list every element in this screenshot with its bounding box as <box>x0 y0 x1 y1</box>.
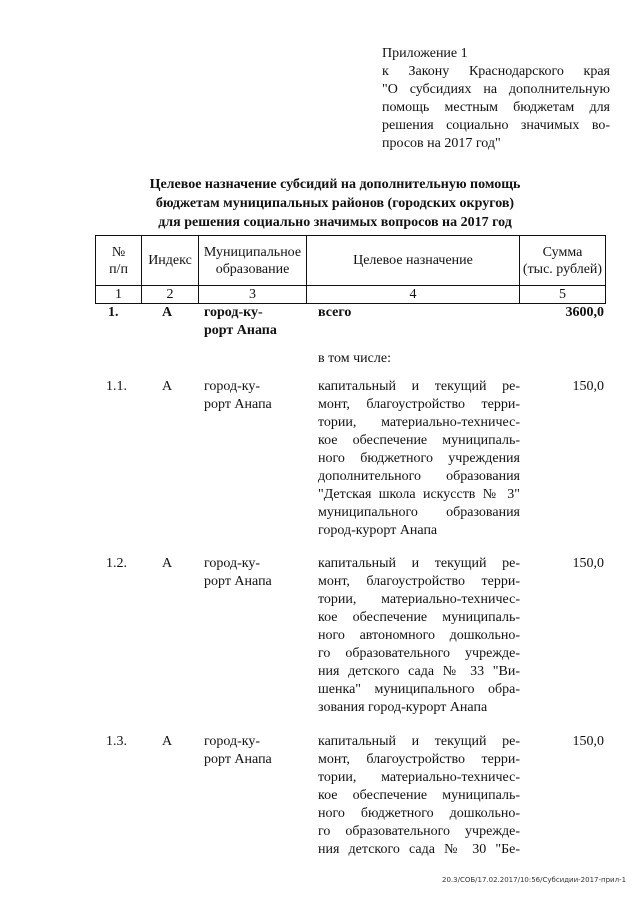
purpose-line: "Детская школа искусств № 3" <box>318 487 520 502</box>
appendix-line: просов на 2017 год" <box>382 136 501 151</box>
column-number: 5 <box>520 286 606 304</box>
purpose-line: капитальный и текущий ре- <box>318 556 520 571</box>
purpose-line: ния детского сада № 30 "Бе- <box>318 842 520 857</box>
municipality-line: город-ку- <box>204 734 261 749</box>
row-sum: 150,0 <box>572 734 604 749</box>
row-purpose <box>318 555 520 717</box>
municipality-line: город-ку- <box>204 379 261 394</box>
purpose-line: капитальный и текущий ре- <box>318 379 520 394</box>
appendix-line: решения социально значимых во- <box>382 118 610 133</box>
header-sum-line1: Сумма <box>542 244 583 260</box>
row-number: 1.2. <box>106 556 127 571</box>
municipality-line: город-ку- <box>204 556 261 571</box>
row-purpose <box>318 378 520 540</box>
purpose-line: шенка" муниципального обра- <box>318 682 520 697</box>
purpose-line: кое обеспечение муниципаль- <box>318 433 520 448</box>
header-purpose: Целевое назначение <box>307 236 520 286</box>
row-municipality <box>204 555 304 591</box>
including-label: в том числе: <box>318 351 391 366</box>
document-title <box>100 175 570 232</box>
row-sum: 150,0 <box>572 556 604 571</box>
table-header <box>95 235 606 304</box>
header-sum <box>520 236 606 286</box>
row-index: А <box>162 379 173 394</box>
purpose-line: тории, материально-техничес- <box>318 592 520 607</box>
header-num <box>96 236 142 286</box>
header-municipality-line1: Муниципальное <box>203 244 302 260</box>
appendix-note <box>382 45 610 153</box>
purpose-line: ния детского сада № 33 "Ви- <box>318 664 520 679</box>
column-number: 4 <box>307 286 520 304</box>
title-line: для решения социально значимых вопросов на 2017 год <box>158 215 512 230</box>
purpose-line: ного автономного дошкольно- <box>318 628 520 643</box>
header-sum-line2: (тыс. рублей) <box>522 261 603 277</box>
municipality-line: город-ку- <box>204 305 263 320</box>
purpose-line: ного бюджетного дошкольно- <box>318 806 520 821</box>
header-municipality <box>199 236 307 286</box>
purpose-line: монт, благоустройство терри- <box>318 397 520 412</box>
column-number: 1 <box>96 286 142 304</box>
row-purpose <box>318 733 520 859</box>
header-municipality-line2: образование <box>215 261 290 277</box>
appendix-line: помощь местным бюджетам для <box>382 100 610 115</box>
municipality-line: рорт Анапа <box>204 323 277 338</box>
row-index: А <box>162 556 173 571</box>
purpose-line: дополнительного образования <box>318 469 520 484</box>
appendix-line: к Закону Краснодарского края <box>382 64 610 79</box>
municipality-line: рорт Анапа <box>204 574 272 589</box>
municipality-line: рорт Анапа <box>204 752 272 767</box>
purpose-line: го образовательного учрежде- <box>318 824 520 839</box>
purpose-line: го образовательного учрежде- <box>318 646 520 661</box>
municipality-line: рорт Анапа <box>204 397 272 412</box>
title-line: бюджетам муниципальных районов (городских округов) <box>155 196 515 211</box>
row-sum: 150,0 <box>572 379 604 394</box>
purpose-line: кое обеспечение муниципаль- <box>318 788 520 803</box>
row-sum: 3600,0 <box>565 305 604 320</box>
purpose-line: монт, благоустройство терри- <box>318 752 520 767</box>
header-num-line2: п/п <box>109 261 128 277</box>
purpose-line: капитальный и текущий ре- <box>318 734 520 749</box>
column-number: 3 <box>199 286 307 304</box>
purpose-line: тории, материально-техничес- <box>318 770 520 785</box>
row-number: 1.3. <box>106 734 127 749</box>
purpose-line: монт, благоустройство терри- <box>318 574 520 589</box>
row-municipality <box>204 378 304 414</box>
row-index: А <box>162 734 173 749</box>
title-line: Целевое назначение субсидий на дополнительную помощь <box>149 177 521 192</box>
appendix-line: "О субсидиях на дополнительную <box>382 82 610 97</box>
purpose-line: муниципального образования <box>318 505 520 520</box>
row-purpose: всего <box>318 305 352 320</box>
column-number: 2 <box>142 286 199 304</box>
purpose-line: тории, материально-техничес- <box>318 415 520 430</box>
purpose-line: кое обеспечение муниципаль- <box>318 610 520 625</box>
row-municipality <box>204 304 304 340</box>
row-municipality <box>204 733 304 769</box>
purpose-line: город-курорт Анапа <box>318 523 438 538</box>
header-num-line1: № <box>111 244 126 260</box>
row-number: 1.1. <box>106 379 127 394</box>
purpose-line: ного бюджетного учреждения <box>318 451 520 466</box>
row-index: А <box>162 305 173 320</box>
header-index: Индекс <box>142 236 199 286</box>
purpose-line: зования город-курорт Анапа <box>318 700 488 715</box>
appendix-line: Приложение 1 <box>382 46 468 61</box>
footer-path: 20.3/СОБ/17.02.2017/10:56/Субсидии-2017-прил-1 <box>442 876 627 884</box>
row-number: 1. <box>108 305 119 320</box>
